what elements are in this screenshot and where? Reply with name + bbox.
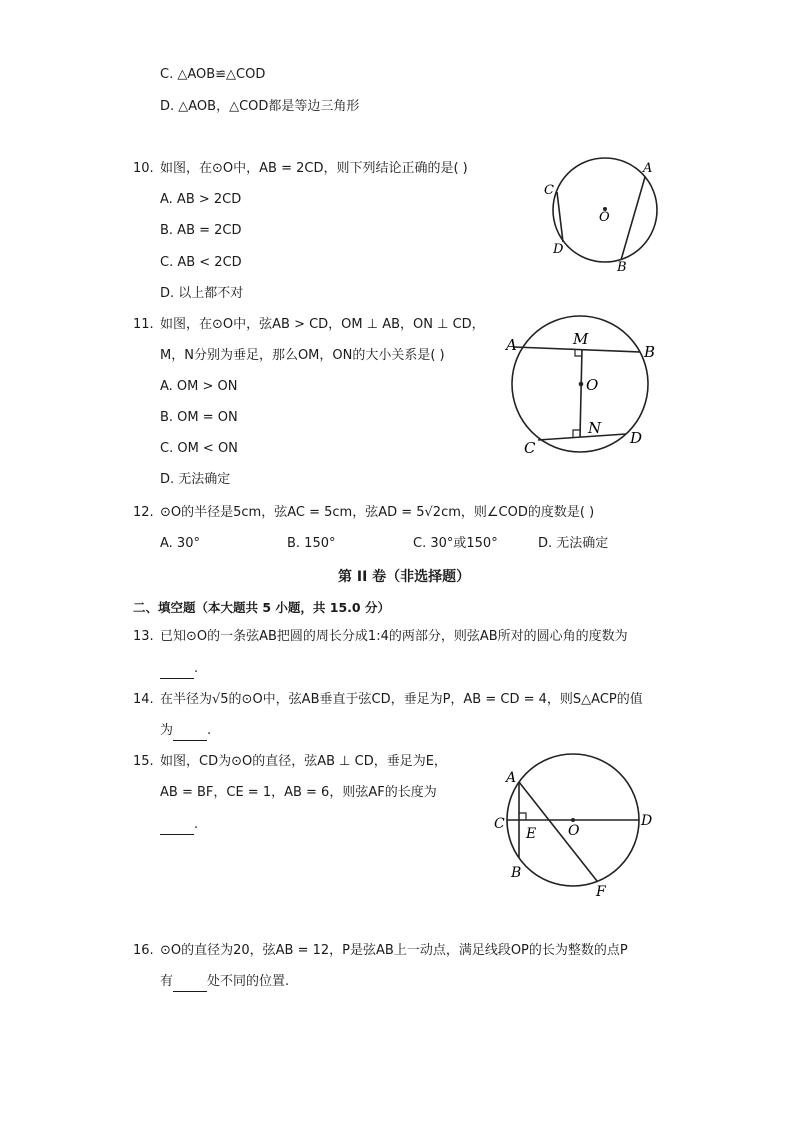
q14-period: . <box>207 723 212 738</box>
section2-heading: 二、填空题（本大题共 5 小题，共 15.0 分） <box>133 600 390 615</box>
q13-stem: 已知⊙O的一条弦AB把圆的周长分成1:4的两部分，则弦AB所对的圆心角的度数为 <box>160 629 628 644</box>
q12-stem: ⊙O的半径是5cm，弦AC = 5cm，弦AD = 5√2cm，则∠COD的度数是( ) <box>160 505 595 520</box>
q11-stem-line2: M，N分别为垂足，那么OM，ON的大小关系是( ) <box>160 348 445 363</box>
q16-blank[interactable] <box>173 973 207 992</box>
q14-stem: 在半径为√5的⊙O中，弦AB垂直于弦CD，垂足为P，AB = CD = 4，则S△ACP的值 <box>160 692 643 707</box>
q11-option-a: A. OM > ON <box>160 379 238 394</box>
q11-segment-mn <box>580 349 582 437</box>
q15-center-dot <box>571 818 575 822</box>
q10-option-d: D. 以上都不对 <box>160 286 244 301</box>
q11-chord-cd <box>538 434 626 440</box>
q15-stem-line1: 如图，CD为⊙O的直径，弦AB ⊥ CD，垂足为E， <box>160 754 447 769</box>
q10-option-b: B. AB = 2CD <box>160 223 242 238</box>
q10-label-b: B <box>617 260 627 275</box>
q13-answer-line <box>160 660 198 679</box>
q10-label-a: A <box>643 161 653 176</box>
q11-label-o: O <box>586 376 599 394</box>
q15-label-b: B <box>511 865 522 881</box>
q14-blank[interactable] <box>173 722 207 741</box>
q15-label-a: A <box>506 770 517 786</box>
q10-label-o: O <box>599 210 610 225</box>
q15-answer-line <box>160 816 198 835</box>
q16-answer-line <box>160 973 289 992</box>
q15-label-e: E <box>526 826 537 842</box>
q16-prefix: 有 <box>160 974 174 989</box>
q11-right-angle-n <box>573 430 580 437</box>
q15-stem-line2: AB = BF，CE = 1，AB = 6，则弦AF的长度为 <box>160 785 437 800</box>
q10-stem: 如图，在⊙O中，AB = 2CD，则下列结论正确的是( ) <box>160 161 468 176</box>
q16-number: 16. <box>133 943 154 958</box>
q12-option-d: D. 无法确定 <box>538 536 609 551</box>
q16-stem: ⊙O的直径为20，弦AB = 12，P是弦AB上一动点，满足线段OP的长为整数的点P <box>160 943 628 958</box>
q14-number: 14. <box>133 692 154 707</box>
q11-label-a: A <box>506 336 517 354</box>
q11-label-d: D <box>630 429 643 447</box>
q12-option-c: C. 30°或150° <box>413 536 498 551</box>
q10-figure <box>535 150 670 275</box>
q16-suffix: 处不同的位置. <box>207 974 290 989</box>
q10-number: 10. <box>133 161 154 176</box>
q11-option-d: D. 无法确定 <box>160 472 231 487</box>
q14-answer-line <box>160 722 211 741</box>
q10-label-c: C <box>544 183 554 198</box>
q11-figure <box>500 310 670 460</box>
q9-option-c: C. △AOB≌△COD <box>160 67 266 82</box>
q11-label-b: B <box>644 343 656 361</box>
q10-option-a: A. AB > 2CD <box>160 192 242 207</box>
q14-prefix: 为 <box>160 723 174 738</box>
q15-right-angle-e <box>519 813 526 820</box>
q10-label-d: D <box>553 242 564 257</box>
q11-center-dot <box>579 382 584 387</box>
q11-label-n: N <box>588 419 602 437</box>
q13-blank[interactable] <box>160 660 194 679</box>
q15-label-d: D <box>641 813 653 829</box>
q13-period: . <box>194 661 199 676</box>
q15-figure <box>490 750 670 905</box>
q15-label-f: F <box>596 884 606 900</box>
q15-blank[interactable] <box>160 816 194 835</box>
q15-number: 15. <box>133 754 154 769</box>
q11-stem-line1: 如图，在⊙O中，弦AB > CD，OM ⊥ AB，ON ⊥ CD， <box>160 317 485 332</box>
part2-title: 第 II 卷（非选择题） <box>338 569 471 585</box>
q12-option-b: B. 150° <box>287 536 336 551</box>
q11-label-m: M <box>573 330 589 348</box>
q9-option-d: D. △AOB，△COD都是等边三角形 <box>160 99 360 114</box>
q11-number: 11. <box>133 317 154 332</box>
q11-option-c: C. OM < ON <box>160 441 238 456</box>
q11-option-b: B. OM = ON <box>160 410 238 425</box>
q10-option-c: C. AB < 2CD <box>160 255 242 270</box>
q11-label-c: C <box>524 439 536 457</box>
q15-period: . <box>194 817 199 832</box>
q12-option-a: A. 30° <box>160 536 200 551</box>
q13-number: 13. <box>133 629 154 644</box>
q15-label-o: O <box>568 823 580 839</box>
q12-number: 12. <box>133 505 154 520</box>
q15-label-c: C <box>494 816 505 832</box>
